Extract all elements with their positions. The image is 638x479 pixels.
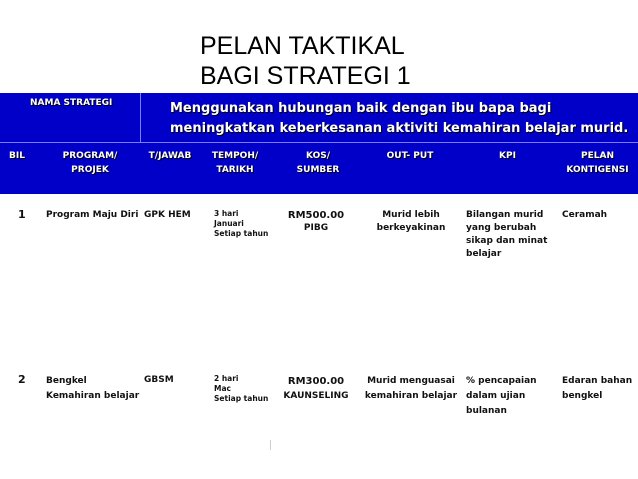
header-output: OUT- PUT bbox=[386, 151, 434, 161]
stray-mark bbox=[270, 440, 271, 450]
row2-pelan: Edaran bahan bengkel bbox=[562, 376, 633, 401]
header-program: PROGRAM/ PROJEK bbox=[62, 151, 118, 175]
row1-program: Program Maju Diri bbox=[46, 210, 139, 220]
header-pelan: PELAN KONTIGENSI bbox=[566, 151, 629, 175]
row1-kpi: Bilangan murid yang berubah sikap dan minat belajar bbox=[466, 210, 548, 259]
title-line-1: PELAN TAKTIKAL bbox=[200, 32, 405, 60]
row1-kos: RM500.00 PIBG bbox=[287, 210, 345, 233]
header-kpi: KPI bbox=[499, 151, 516, 161]
row1-tjawab: GPK HEM bbox=[144, 210, 191, 220]
strategy-line-1: Menggunakan hubungan baik dengan ibu bapa bagi bbox=[170, 101, 552, 116]
band-vertical-divider bbox=[140, 93, 141, 142]
band-divider-line bbox=[0, 142, 638, 143]
row2-kpi: % pencapaian dalam ujian bulanan bbox=[466, 376, 537, 416]
row1-output: Murid lebih berkeyakinan bbox=[376, 210, 446, 233]
header-tempoh: TEMPOH/ TARIKH bbox=[211, 151, 259, 175]
slide-title bbox=[200, 32, 411, 92]
row2-program: Bengkel Kemahiran belajar bbox=[46, 376, 140, 401]
row2-bil: 2 bbox=[18, 373, 26, 386]
row1-pelan: Ceramah bbox=[562, 210, 608, 220]
header-kos: KOS/ SUMBER bbox=[296, 151, 340, 175]
strategy-value bbox=[170, 99, 635, 139]
title-line-2: BAGI STRATEGI 1 bbox=[200, 62, 411, 90]
header-tjawab: T/JAWAB bbox=[148, 151, 192, 161]
row2-kos: RM300.00 KAUNSELING bbox=[283, 376, 349, 401]
strategy-label: NAMA STRATEGI bbox=[30, 98, 113, 108]
row1-bil: 1 bbox=[18, 208, 26, 221]
row2-tjawab: GBSM bbox=[144, 375, 174, 385]
row2-output: Murid menguasai kemahiran belajar bbox=[364, 376, 458, 401]
header-bil: BIL bbox=[9, 151, 25, 161]
strategy-line-2: meningkatkan keberkesanan aktiviti kemahiran belajar murid. bbox=[170, 121, 629, 136]
row2-tempoh: 2 hari Mac Setiap tahun bbox=[214, 374, 269, 403]
row1-tempoh: 3 hari Januari Setiap tahun bbox=[214, 209, 269, 238]
